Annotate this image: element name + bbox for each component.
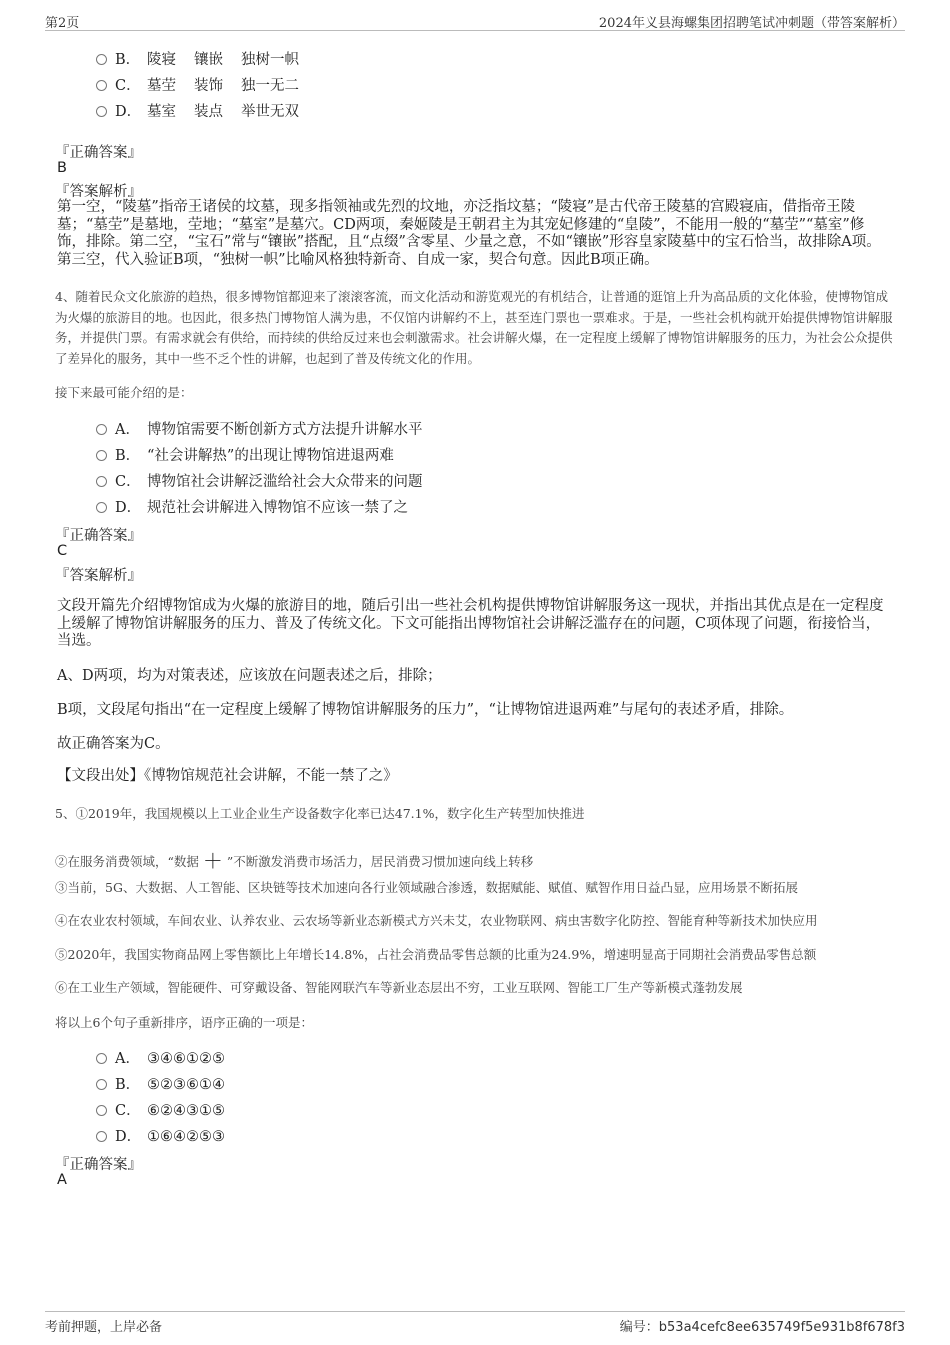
radio-icon[interactable] (96, 1053, 107, 1064)
q3-option-d[interactable]: D． 墓室 装点 举世无双 (96, 100, 317, 121)
q5-sentence-2: ②在服务消费领域，“数据 ＋ ”不断激发消费市场活力，居民消费习惯加速向线上转移 (55, 849, 534, 873)
radio-icon[interactable] (96, 1131, 107, 1142)
q4-answer-heading: 『正确答案』 (55, 528, 142, 544)
plus-sign: ＋ (202, 849, 223, 873)
q4-analysis-paragraph-3: B项，文段尾句指出“在一定程度上缓解了博物馆讲解服务的压力”，“让博物馆进退两难”与尾句的表述矛盾，排除。 (57, 702, 794, 718)
q4-source: 【文段出处】《博物馆规范社会讲解，不能一禁了之》 (57, 768, 398, 784)
q5-option-c[interactable]: C． ⑥②④③①⑤ (96, 1099, 225, 1120)
q5-option-d[interactable]: D． ①⑥④②⑤③ (96, 1125, 225, 1146)
q4-stem: 4、随着民众文化旅游的趋热，很多博物馆都迎来了滚滚客流，而文化活动和游览观光的有机结合，让普通的逛馆上升为高品质的文化体验，使博物馆成为火爆的旅游目的地。也因此，很多热门博物馆人满为患，不仅馆内讲解约不上，甚至连门票也一票难求。于是，一些社会机构就开始提供博物馆讲解服务，并提供门票。有需求就会有供给，而持续的供给反过来也会刺激需求。社会讲解火爆，在一定程度上缓解了博物馆讲解服务的压力，为社会公众提供了差异化的服务，其中一些不乏个性的讲解，也起到了普及传统文化的作用。 (55, 289, 893, 366)
radio-icon[interactable] (96, 476, 107, 487)
q5-sentence-6: ⑥在工业生产领域，智能硬件、可穿戴设备、智能网联汽车等新业态层出不穷，工业互联网、智能工厂生产等新模式蓬勃发展 (55, 980, 743, 995)
radio-icon[interactable] (96, 54, 107, 65)
q4-analysis-heading: 『答案解析』 (55, 568, 142, 584)
q5-option-a[interactable]: A． ③④⑥①②⑤ (96, 1047, 225, 1068)
q4-option-c[interactable]: C． 博物馆社会讲解泛滥给社会大众带来的问题 (96, 470, 423, 491)
radio-icon[interactable] (96, 1079, 107, 1090)
q5-answer-heading: 『正确答案』 (55, 1157, 142, 1173)
page-footer (45, 1311, 905, 1338)
q5-sentence-4: ④在农业农村领域，车间农业、认养农业、云农场等新业态新模式方兴未艾，农业物联网、病虫害数字化防控、智能育种等新技术加快应用 (55, 913, 818, 928)
q4-analysis-paragraph-4: 故正确答案为C。 (57, 736, 170, 752)
radio-icon[interactable] (96, 450, 107, 461)
q5-sentence-3: ③当前，5G、大数据、人工智能、区块链等技术加速向各行业领域融合渗透，数据赋能、赋值、赋智作用日益凸显，应用场景不断拓展 (55, 880, 798, 895)
document-id: 编号：b53a4cefc8ee635749f5e931b8f678f3 (619, 1320, 905, 1335)
q3-answer-heading: 『正确答案』 (55, 145, 142, 161)
radio-icon[interactable] (96, 80, 107, 91)
radio-icon[interactable] (96, 106, 107, 117)
q3-analysis-heading: 『答案解析』 (55, 184, 142, 200)
q5-option-b[interactable]: B． ⑤②③⑥①④ (96, 1073, 225, 1094)
q3-analysis: 第一空，“陵墓”指帝王诸侯的坟墓，现多指领袖或先烈的坟地，亦泛指坟墓；“陵寝”是古代帝王陵墓的宫殿寝庙，借指帝王陵墓；“墓茔”是墓地，茔地；“墓室”是墓穴。CD两项，秦姬陵是王朝君主为其宠妃修建的“皇陵”，不能用一般的“墓茔”“墓室”修饰，排除。第二空，“宝石”常与“镶嵌”搭配，且“点缀”含零星、少量之意，不如“镶嵌”形容皇家陵墓中的宝石恰当，故排除A项。第三空，代入验证B项，“独树一帜”比喻风格独特新奇、自成一家，契合句意。因此B项正确。 (57, 199, 881, 268)
q4-answer: C (57, 543, 68, 559)
q4-option-d[interactable]: D． 规范社会讲解进入博物馆不应该一禁了之 (96, 496, 408, 517)
q5-answer: A (57, 1172, 67, 1188)
document-title: 2024年义县海螺集团招聘笔试冲刺题（带答案解析） (598, 16, 905, 31)
q5-sentence-5: ⑤2020年，我国实物商品网上零售额比上年增长14.8%，占社会消费品零售总额的比重为24.9%，增速明显高于同期社会消费品零售总额 (55, 947, 817, 962)
q5-prompt: 将以上6个句子重新排序，语序正确的一项是： (55, 1015, 313, 1030)
page-number: 第2页 (45, 16, 80, 31)
radio-icon[interactable] (96, 502, 107, 513)
q3-answer: B (57, 160, 67, 176)
radio-icon[interactable] (96, 424, 107, 435)
q4-option-b[interactable]: B． “社会讲解热”的出现让博物馆进退两难 (96, 444, 394, 465)
q5-sentence-1: 5、①2019年，我国规模以上工业企业生产设备数字化率已达47.1%，数字化生产转型加快推进 (55, 806, 585, 821)
footer-slogan: 考前押题，上岸必备 (45, 1320, 163, 1335)
page-header (45, 10, 905, 31)
radio-icon[interactable] (96, 1105, 107, 1116)
q4-analysis-paragraph-2: A、D两项，均为对策表述，应该放在问题表述之后，排除； (57, 668, 442, 684)
q4-prompt: 接下来最可能介绍的是： (55, 385, 193, 400)
q4-option-a[interactable]: A． 博物馆需要不断创新方式方法提升讲解水平 (96, 418, 423, 439)
q3-option-b[interactable]: B． 陵寝 镶嵌 独树一帜 (96, 48, 317, 69)
q3-option-c[interactable]: C． 墓茔 装饰 独一无二 (96, 74, 317, 95)
q4-analysis-paragraph-1: 文段开篇先介绍博物馆成为火爆的旅游目的地，随后引出一些社会机构提供博物馆讲解服务这一现状，并指出其优点是在一定程度上缓解了博物馆讲解服务的压力、普及了传统文化。下文可能指出博物馆社会讲解泛滥存在的问题，C项体现了问题，衔接恰当，当选。 (57, 598, 884, 649)
